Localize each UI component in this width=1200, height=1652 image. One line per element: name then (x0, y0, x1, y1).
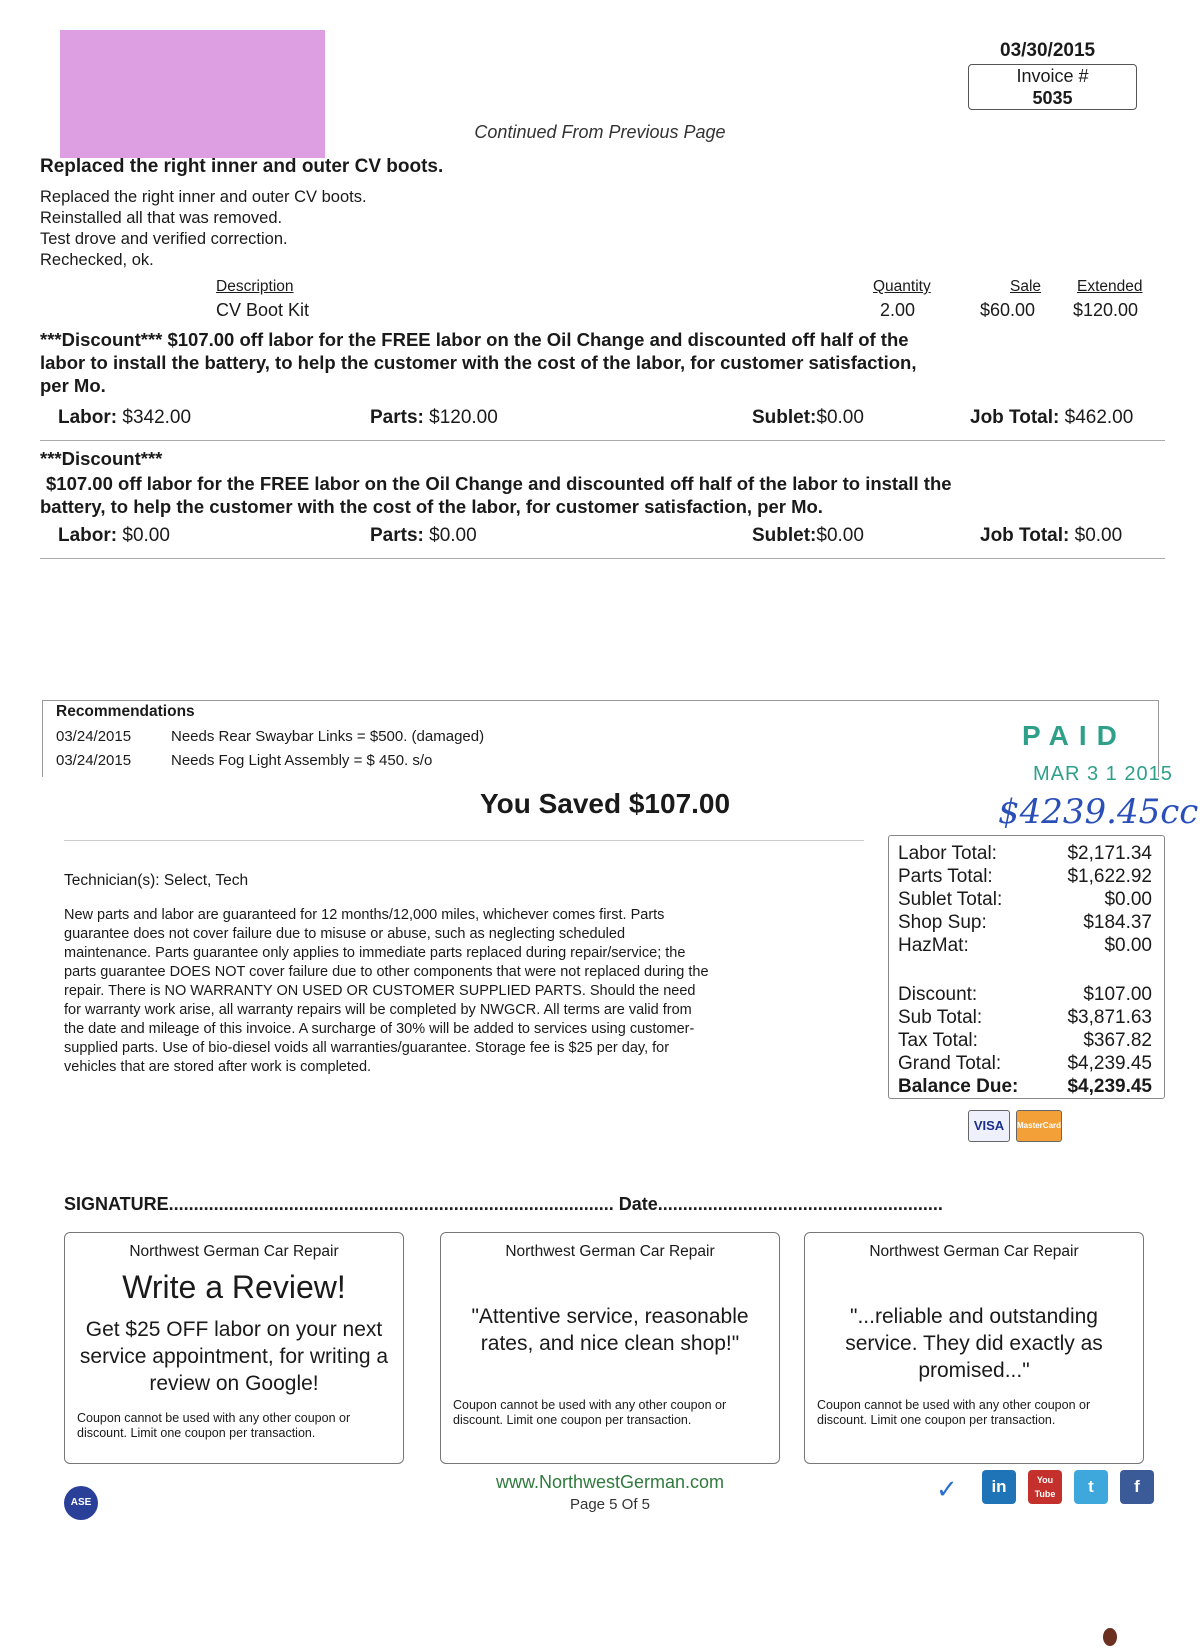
invoice-date: 03/30/2015 (1000, 40, 1096, 61)
part-extended: $120.00 (1073, 300, 1139, 320)
facebook-icon[interactable]: f (1120, 1470, 1154, 1504)
coupon-fine-print: Coupon cannot be used with any other coupon or discount. Limit one coupon per transaction. (77, 1411, 351, 1440)
total-value: $107.00 (1083, 984, 1152, 1005)
sublet-label: Sublet: (752, 407, 817, 428)
coupon-fine-print: Coupon cannot be used with any other coupon or discount. Limit one coupon per transaction. (453, 1398, 727, 1427)
coupon-body: "Attentive service, reasonable rates, and nice clean shop!" (471, 1305, 749, 1355)
job-sublet-total (752, 525, 864, 547)
job-labor-total (58, 407, 191, 429)
parts-label: Parts: (370, 525, 424, 546)
total-label: Labor Total: (898, 843, 997, 864)
signature-line: SIGNATURE......................................................................................... Date......................................................... (64, 1194, 943, 1214)
total-label: Shop Sup: (898, 912, 987, 933)
page-number: Page 5 Of 5 (569, 1496, 651, 1513)
visa-icon: VISA (968, 1110, 1010, 1142)
labor-label: Labor: (58, 525, 118, 546)
part-sale: $60.00 (980, 300, 1036, 320)
total-value: $184.37 (1083, 912, 1152, 933)
job-title: Replaced the right inner and outer CV boots. (40, 156, 444, 177)
balance-due-value: $4,239.45 (1067, 1076, 1152, 1097)
total-label: Tax Total: (898, 1030, 978, 1051)
coupon-card (64, 1232, 404, 1464)
labor-value: $0.00 (122, 525, 170, 546)
col-quantity-header: Quantity (873, 278, 931, 295)
handwritten-amount: $4239.45cc (998, 792, 1199, 832)
total-label: Parts Total: (898, 866, 993, 887)
discount-note-line: per Mo. (40, 375, 106, 396)
total-value: $0.00 (1104, 889, 1152, 910)
sublet-label: Sublet: (752, 525, 817, 546)
job-total-value: $462.00 (1064, 407, 1134, 428)
job-parts-total (370, 525, 477, 547)
recommendation-date: 03/24/2015 (56, 728, 132, 745)
coupon-body: "...reliable and outstanding service. They did exactly as promised..." (845, 1305, 1103, 1382)
total-value: $4,239.45 (1067, 1053, 1152, 1074)
warranty-text: New parts and labor are guaranteed for 12 months/12,000 miles, whichever comes first. Parts guarantee does not cover failure due to misuse or abuse, such as neglecting scheduled maintenance. Parts guarantee only applies to immediate parts replaced during repair/service; the parts guarantee DOES NOT cover failure due to other components that were not replaced during the repair. There is NO WARRANTY ON USED OR CUSTOMER SUPPLIED PARTS. Should the need for warranty work arise, all warranty repairs will be completed by NWGCR. All terms are valid from the date and mileage of this invoice. A surcharge of 30% will be added to services using customer-supplied parts. Use of bio-diesel voids all warranties/guarantee. Storage fee is $25 per day, for vehicles that are stored after work is completed. (64, 907, 709, 1075)
job-total (980, 525, 1122, 547)
job-labor-total (58, 525, 170, 547)
part-description: CV Boot Kit (216, 300, 310, 320)
job-total-label: Job Total: (980, 525, 1070, 546)
total-label: Sub Total: (898, 1007, 983, 1028)
website-link[interactable]: www.NorthwestGerman.com (495, 1472, 725, 1492)
coupon-card (804, 1232, 1144, 1464)
continued-note: Continued From Previous Page (474, 122, 726, 142)
total-label: Grand Total: (898, 1053, 1002, 1074)
coupon-fine-print: Coupon cannot be used with any other coupon or discount. Limit one coupon per transaction. (817, 1398, 1091, 1427)
divider (40, 558, 1165, 559)
coupon-heading: Write a Review! (122, 1269, 346, 1305)
coupon-shop-name: Northwest German Car Repair (129, 1243, 339, 1260)
coupon-shop-name: Northwest German Car Repair (505, 1243, 715, 1260)
ase-logo-icon: ASE (64, 1486, 98, 1520)
discount-title: ***Discount*** (40, 448, 163, 469)
job-total-label: Job Total: (970, 407, 1060, 428)
total-label: Sublet Total: (898, 889, 1003, 910)
balance-due-label: Balance Due: (898, 1076, 1019, 1097)
twitter-icon[interactable]: t (1074, 1470, 1108, 1504)
divider (64, 840, 864, 841)
invoice-number: 5035 (1032, 88, 1073, 108)
labor-label: Labor: (58, 407, 118, 428)
col-sale-header: Sale (1010, 278, 1042, 295)
total-label: HazMat: (898, 935, 969, 956)
linkedin-icon[interactable]: in (982, 1470, 1016, 1504)
parts-value: $0.00 (429, 525, 477, 546)
col-description-header: Description (216, 278, 294, 295)
recommendation-date: 03/24/2015 (56, 752, 132, 769)
coupon-shop-name: Northwest German Car Repair (869, 1243, 1079, 1260)
paid-stamp: PAID (1022, 720, 1127, 751)
you-saved-banner: You Saved $107.00 (480, 788, 731, 819)
youtube-icon[interactable]: You Tube (1028, 1470, 1062, 1504)
invoice-label: Invoice # (1016, 66, 1089, 86)
job-total-value: $0.00 (1074, 525, 1123, 546)
job-parts-total (370, 407, 498, 429)
invoice-number-box (968, 64, 1137, 110)
sublet-value: $0.00 (816, 525, 864, 546)
total-value: $0.00 (1104, 935, 1152, 956)
job-sublet-total (752, 407, 864, 429)
discount-note-line: battery, to help the customer with the cost of the labor, for customer satisfaction, per Mo. (40, 496, 823, 517)
recommendation-text: Needs Rear Swaybar Links = $500. (damaged) (171, 728, 485, 745)
mastercard-icon: MasterCard (1016, 1110, 1062, 1142)
total-value: $2,171.34 (1067, 843, 1152, 864)
job-total (970, 407, 1133, 429)
recommendations-title: Recommendations (56, 703, 195, 720)
part-quantity: 2.00 (880, 300, 916, 320)
discount-note-line: labor to install the battery, to help the customer with the cost of the labor, for customer satisfaction, (40, 352, 917, 373)
paid-stamp-date: MAR 3 1 2015 (1033, 763, 1173, 785)
parts-value: $120.00 (429, 407, 498, 428)
total-value: $1,622.92 (1067, 866, 1152, 887)
sublet-value: $0.00 (816, 407, 864, 428)
discount-note-line: ***Discount*** $107.00 off labor for the FREE labor on the Oil Change and discounted off half of the (40, 329, 909, 350)
coupon-card (440, 1232, 780, 1464)
checkmark-icon[interactable]: ✓ (936, 1474, 958, 1504)
total-value: $367.82 (1083, 1030, 1152, 1051)
coupon-body: Get $25 OFF labor on your next service appointment, for writing a review on Google! (79, 1318, 389, 1395)
technician-line: Technician(s): Select, Tech (64, 872, 249, 889)
job-line: Test drove and verified correction. (40, 230, 288, 248)
parts-label: Parts: (370, 407, 424, 428)
divider (40, 440, 1165, 441)
job-line: Reinstalled all that was removed. (40, 209, 283, 227)
recommendation-text: Needs Fog Light Assembly = $ 450. s/o (171, 752, 433, 769)
labor-value: $342.00 (122, 407, 192, 428)
paper-stain (1103, 1628, 1117, 1646)
discount-note-line: $107.00 off labor for the FREE labor on the Oil Change and discounted off half of the labor to install the (46, 473, 952, 494)
col-extended-header: Extended (1077, 278, 1143, 295)
job-line: Rechecked, ok. (40, 251, 154, 269)
total-label: Discount: (898, 984, 978, 1005)
job-line: Replaced the right inner and outer CV boots. (40, 188, 367, 206)
total-value: $3,871.63 (1067, 1007, 1152, 1028)
